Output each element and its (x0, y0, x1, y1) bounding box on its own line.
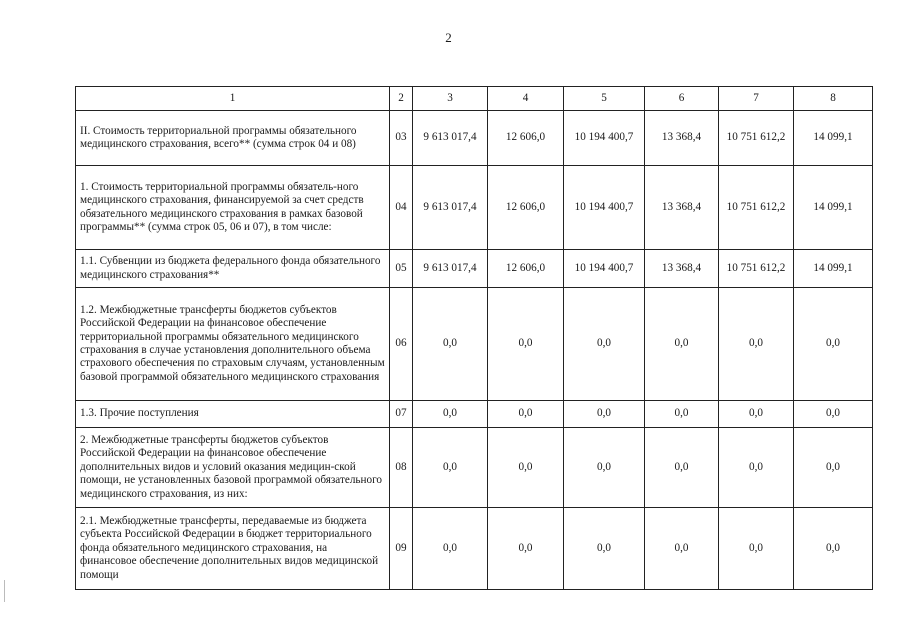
header-cell: 6 (645, 87, 719, 111)
table-row (76, 250, 873, 288)
value-cell: 0,0 (488, 401, 564, 428)
row-code: 08 (390, 428, 413, 508)
value-cell: 14 099,1 (794, 166, 873, 250)
row-description: 1.3. Прочие поступления (76, 401, 390, 428)
value-cell: 12 606,0 (488, 250, 564, 288)
value-cell: 10 194 400,7 (564, 111, 645, 166)
value-cell: 10 751 612,2 (719, 166, 794, 250)
value-cell: 14 099,1 (794, 250, 873, 288)
table-row (76, 111, 873, 166)
value-cell: 0,0 (719, 508, 794, 590)
value-cell: 0,0 (564, 288, 645, 401)
row-description: 1.1. Субвенции из бюджета федерального фонда обязательного медицинского страхования** (76, 250, 390, 288)
row-code: 09 (390, 508, 413, 590)
row-code: 05 (390, 250, 413, 288)
value-cell: 0,0 (413, 428, 488, 508)
scan-edge-mark (4, 580, 5, 602)
value-cell: 0,0 (488, 428, 564, 508)
row-code: 03 (390, 111, 413, 166)
value-cell: 10 194 400,7 (564, 166, 645, 250)
value-cell: 0,0 (645, 428, 719, 508)
value-cell: 12 606,0 (488, 111, 564, 166)
funding-table (75, 86, 873, 590)
value-cell: 12 606,0 (488, 166, 564, 250)
header-cell: 3 (413, 87, 488, 111)
value-cell: 13 368,4 (645, 166, 719, 250)
value-cell: 0,0 (719, 288, 794, 401)
value-cell: 10 751 612,2 (719, 250, 794, 288)
value-cell: 9 613 017,4 (413, 111, 488, 166)
header-cell: 2 (390, 87, 413, 111)
header-cell: 1 (76, 87, 390, 111)
row-code: 07 (390, 401, 413, 428)
row-description: 1.2. Межбюджетные трансферты бюджетов субъектов Российской Федерации на финансовое обеспечение территориальной программы обязательного медицинского страхования в случае установления дополнительного объема страхового обеспечения по страховым случаям, установленным базовой программой обязательного медицинского страхования (76, 288, 390, 401)
header-cell: 5 (564, 87, 645, 111)
value-cell: 0,0 (413, 508, 488, 590)
row-description: 2. Межбюджетные трансферты бюджетов субъектов Российской Федерации на финансовое обеспечение дополнительных видов и условий оказания медицин-ской помощи, не установленных базовой программой обязательного медицинского страхования, из них: (76, 428, 390, 508)
value-cell: 0,0 (794, 288, 873, 401)
row-description: 2.1. Межбюджетные трансферты, передаваемые из бюджета субъекта Российской Федерации в бюджет территориального фонда обязательного медицинского страхования, на финансовое обеспечение дополнительных видов медицинской помощи (76, 508, 390, 590)
value-cell: 9 613 017,4 (413, 250, 488, 288)
value-cell: 0,0 (413, 288, 488, 401)
value-cell: 0,0 (645, 288, 719, 401)
value-cell: 10 751 612,2 (719, 111, 794, 166)
value-cell: 0,0 (794, 428, 873, 508)
value-cell: 0,0 (413, 401, 488, 428)
header-cell: 7 (719, 87, 794, 111)
row-code: 06 (390, 288, 413, 401)
page-number: 2 (445, 30, 452, 45)
value-cell: 10 194 400,7 (564, 250, 645, 288)
header-cell: 8 (794, 87, 873, 111)
value-cell: 0,0 (564, 401, 645, 428)
value-cell: 0,0 (794, 508, 873, 590)
table-row (76, 428, 873, 508)
value-cell: 0,0 (645, 508, 719, 590)
table-row (76, 401, 873, 428)
value-cell: 0,0 (488, 508, 564, 590)
table-row (76, 508, 873, 590)
value-cell: 0,0 (564, 508, 645, 590)
value-cell: 0,0 (564, 428, 645, 508)
value-cell: 0,0 (794, 401, 873, 428)
value-cell: 9 613 017,4 (413, 166, 488, 250)
row-code: 04 (390, 166, 413, 250)
table-row (76, 166, 873, 250)
header-row (76, 87, 873, 111)
table-row (76, 288, 873, 401)
value-cell: 0,0 (645, 401, 719, 428)
value-cell: 0,0 (488, 288, 564, 401)
header-cell: 4 (488, 87, 564, 111)
value-cell: 13 368,4 (645, 250, 719, 288)
value-cell: 0,0 (719, 401, 794, 428)
row-description: II. Стоимость территориальной программы обязательного медицинского страхования, всего** (сумма строк 04 и 08) (76, 111, 390, 166)
value-cell: 0,0 (719, 428, 794, 508)
value-cell: 13 368,4 (645, 111, 719, 166)
row-description: 1. Стоимость территориальной программы обязатель-ного медицинского страхования, финансируемой за счет средств обязательного медицинского страхования в рамках базовой программы** (сумма строк 05, 06 и 07), в том числе: (76, 166, 390, 250)
value-cell: 14 099,1 (794, 111, 873, 166)
